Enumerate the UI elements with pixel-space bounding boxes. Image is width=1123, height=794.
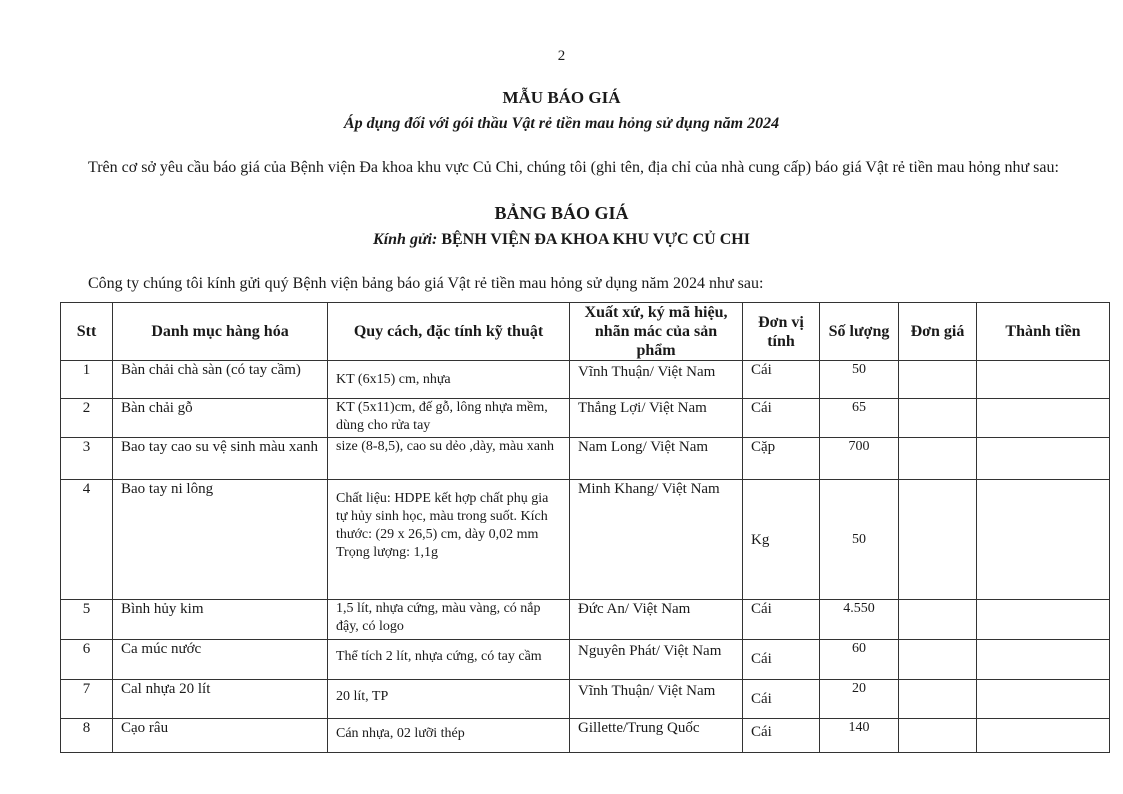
cell-stt: 6 <box>61 640 113 680</box>
cell-price[interactable] <box>899 399 977 438</box>
cell-price[interactable] <box>899 640 977 680</box>
cell-name: Bình hủy kim <box>113 600 328 640</box>
cell-total[interactable] <box>977 719 1110 753</box>
header-origin: Xuất xứ, ký mã hiệu, nhãn mác của sản phẩm <box>570 303 743 361</box>
header-unit: Đơn vị tính <box>743 303 820 361</box>
intro-paragraph: Trên cơ sở yêu cầu báo giá của Bệnh viện Đa khoa khu vực Củ Chi, chúng tôi (ghi tên, địa chỉ của nhà cung cấp) báo giá Vật rẻ tiền mau hỏng như sau: <box>88 159 1059 176</box>
cell-spec: Chất liệu: HDPE kết hợp chất phụ gia tự hủy sinh học, màu trong suốt. Kích thước: (29 x 26,5) cm, dày 0,02 mm Trọng lượng: 1,1g <box>328 480 570 600</box>
cell-qty: 50 <box>820 480 899 600</box>
cell-price[interactable] <box>899 438 977 480</box>
page-number: 2 <box>557 48 566 64</box>
document-title: MẪU BÁO GIÁ <box>502 88 621 107</box>
recipient-name: BỆNH VIỆN ĐA KHOA KHU VỰC CỦ CHI <box>441 231 750 248</box>
cell-unit: Cái <box>743 399 820 438</box>
header-name: Danh mục hàng hóa <box>113 303 328 361</box>
cell-origin: Nam Long/ Việt Nam <box>570 438 743 480</box>
cell-qty: 700 <box>820 438 899 480</box>
cell-origin: Vĩnh Thuận/ Việt Nam <box>570 680 743 719</box>
cell-unit: Cái <box>743 719 820 753</box>
cell-name: Bàn chải chà sàn (có tay cầm) <box>113 361 328 399</box>
cell-stt: 8 <box>61 719 113 753</box>
cell-total[interactable] <box>977 640 1110 680</box>
table-row <box>61 399 1110 438</box>
cell-spec: KT (6x15) cm, nhựa <box>328 361 570 399</box>
cell-name: Cạo râu <box>113 719 328 753</box>
cell-origin: Gillette/Trung Quốc <box>570 719 743 753</box>
cell-stt: 7 <box>61 680 113 719</box>
table-row <box>61 480 1110 600</box>
cell-unit: Cái <box>743 640 820 680</box>
table-row <box>61 600 1110 640</box>
cell-origin: Nguyên Phát/ Việt Nam <box>570 640 743 680</box>
cell-price[interactable] <box>899 600 977 640</box>
cell-name: Bàn chải gỗ <box>113 399 328 438</box>
cell-total[interactable] <box>977 438 1110 480</box>
cell-total[interactable] <box>977 600 1110 640</box>
cell-price[interactable] <box>899 680 977 719</box>
cell-unit: Cái <box>743 680 820 719</box>
header-total: Thành tiền <box>977 303 1110 361</box>
cell-unit: Cái <box>743 361 820 399</box>
cell-total[interactable] <box>977 399 1110 438</box>
cell-total[interactable] <box>977 680 1110 719</box>
header-spec: Quy cách, đặc tính kỹ thuật <box>328 303 570 361</box>
cell-origin: Đức An/ Việt Nam <box>570 600 743 640</box>
cell-qty: 50 <box>820 361 899 399</box>
table-row <box>61 719 1110 753</box>
cell-spec: KT (5x11)cm, đế gỗ, lông nhựa mềm, dùng cho rửa tay <box>328 399 570 438</box>
table-row <box>61 640 1110 680</box>
cell-qty: 60 <box>820 640 899 680</box>
table-header-row <box>61 303 1110 361</box>
table-row <box>61 361 1110 399</box>
cell-stt: 5 <box>61 600 113 640</box>
quote-table <box>60 302 1110 753</box>
cell-total[interactable] <box>977 480 1110 600</box>
cell-qty: 65 <box>820 399 899 438</box>
cell-spec: Cán nhựa, 02 lưỡi thép <box>328 719 570 753</box>
recipient-label: Kính gửi: <box>373 231 438 248</box>
header-price: Đơn giá <box>899 303 977 361</box>
lead-paragraph: Công ty chúng tôi kính gửi quý Bệnh viện bảng báo giá Vật rẻ tiền mau hỏng sử dụng năm 2024 như sau: <box>88 275 764 292</box>
cell-spec: size (8-8,5), cao su dẻo ,dày, màu xanh <box>328 438 570 480</box>
cell-name: Cal nhựa 20 lít <box>113 680 328 719</box>
cell-unit: Cặp <box>743 438 820 480</box>
cell-price[interactable] <box>899 361 977 399</box>
table-row <box>61 438 1110 480</box>
table-row <box>61 680 1110 719</box>
cell-name: Ca múc nước <box>113 640 328 680</box>
header-qty: Số lượng <box>820 303 899 361</box>
cell-name: Bao tay cao su vệ sinh màu xanh <box>113 438 328 480</box>
cell-total[interactable] <box>977 361 1110 399</box>
cell-spec: Thể tích 2 lít, nhựa cứng, có tay cầm <box>328 640 570 680</box>
cell-origin: Thắng Lợi/ Việt Nam <box>570 399 743 438</box>
cell-stt: 1 <box>61 361 113 399</box>
recipient-line <box>0 231 1123 249</box>
cell-qty: 20 <box>820 680 899 719</box>
quote-table-title: BẢNG BÁO GIÁ <box>494 203 629 223</box>
header-stt: Stt <box>61 303 113 361</box>
cell-price[interactable] <box>899 719 977 753</box>
cell-price[interactable] <box>899 480 977 600</box>
cell-origin: Minh Khang/ Việt Nam <box>570 480 743 600</box>
cell-unit: Cái <box>743 600 820 640</box>
cell-spec: 20 lít, TP <box>328 680 570 719</box>
cell-name: Bao tay ni lông <box>113 480 328 600</box>
cell-qty: 4.550 <box>820 600 899 640</box>
cell-unit: Kg <box>743 480 820 600</box>
cell-origin: Vĩnh Thuận/ Việt Nam <box>570 361 743 399</box>
cell-stt: 4 <box>61 480 113 600</box>
cell-stt: 2 <box>61 399 113 438</box>
cell-stt: 3 <box>61 438 113 480</box>
cell-spec: 1,5 lít, nhựa cứng, màu vàng, có nắp đậy, có logo <box>328 600 570 640</box>
document-subtitle: Áp dụng đối với gói thầu Vật rẻ tiền mau hỏng sử dụng năm 2024 <box>343 115 780 132</box>
cell-qty: 140 <box>820 719 899 753</box>
